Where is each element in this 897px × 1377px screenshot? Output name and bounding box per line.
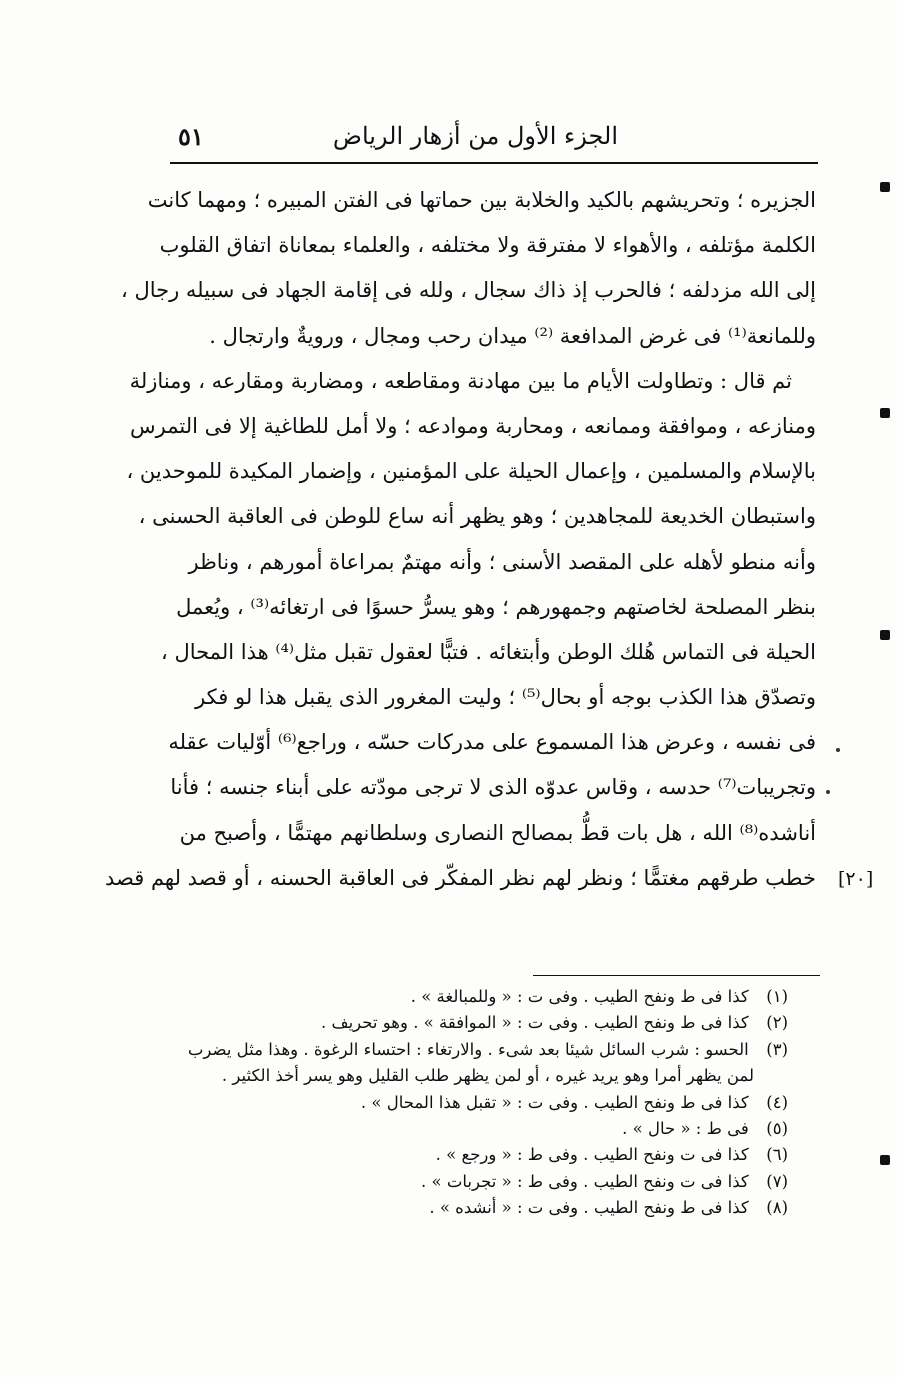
- footnote-continuation: [178, 1063, 788, 1089]
- ink-speck: [836, 748, 840, 752]
- body-line: ثم قال : وتطاولت الأيام ما بين مهادنة ومقاطعه ، ومضاربة ومقارعه ، ومنازلة: [129, 368, 792, 393]
- footnote: [178, 1010, 788, 1036]
- footnote-text: كذا فى ت ونفح الطيب . وفى ط : « تجربات » .: [421, 1171, 749, 1191]
- body-line: الكلمة مؤتلفه ، والأهواء لا مفترقة ولا مختلفه ، والعلماء بمعاناة اتفاق القلوب: [159, 233, 816, 258]
- footnote-number: (٥): [766, 1119, 788, 1139]
- body-line: وأنه منطو لأهله على المقصد الأسنى ؛ وأنه مهتمٌ بمراعاة أمورهم ، وناظر: [188, 549, 816, 574]
- footnote-text: كذا فى ت ونفح الطيب . وفى ط : « ورجع » .: [435, 1145, 749, 1165]
- footnote: [178, 1037, 788, 1063]
- footnote-number: (٨): [766, 1198, 788, 1218]
- footnote-text: كذا فى ط ونفح الطيب . وفى ت : « الموافقة » . وهو تحريف .: [321, 1013, 749, 1033]
- body-line: وللمانعة⁽¹⁾ فى غرض المدافعة ⁽²⁾ ميدان رحب ومجال ، ورويةٌ وارتجال .: [209, 323, 816, 348]
- footnote: [178, 1090, 788, 1116]
- body-line: واستبطان الخديعة للمجاهدين ؛ وهو يظهر أنه ساع للوطن فى العاقبة الحسنى ،: [138, 504, 816, 529]
- body-line: فى نفسه ، وعرض هذا المسموع على مدركات حسّه ، وراجع⁽⁶⁾ أوّليات عقله: [168, 730, 816, 755]
- margin-mark: [880, 630, 890, 640]
- body-line: بنظر المصلحة لخاصتهم وجمهورهم ؛ وهو يسرُّ حسوًا فى ارتغائه⁽³⁾ ، ويُعمل: [176, 594, 816, 619]
- footnote-text: فى ط : « حال » .: [622, 1119, 749, 1139]
- footnote-text: لمن يظهر أمرا وهو يريد غيره ، أو لمن يظهر طلب القليل وهو يسر أخذ الكثير .: [221, 1066, 754, 1086]
- body-line: إلى الله مزدلفه ؛ فالحرب إذ ذاك سجال ، ولله فى إقامة الجهاد فى سبيله رجال ،: [120, 278, 816, 303]
- footnote-rule: [533, 975, 820, 976]
- footnote: [178, 1142, 788, 1168]
- body-line: الحيلة فى التماس هُلك الوطن وأبتغائه . فتبًّا لعقول تقبل مثل⁽⁴⁾ هذا المحال ،: [161, 639, 816, 664]
- footnotes: [178, 984, 788, 1222]
- footnote-text: كذا فى ط ونفح الطيب . وفى ت : « أنشده » .: [429, 1198, 749, 1218]
- margin-mark: [880, 182, 890, 192]
- footnote-number: (٤): [766, 1092, 788, 1112]
- manuscript-page-reference: [٢٠]: [838, 868, 874, 890]
- footnote-number: (٧): [766, 1171, 788, 1191]
- body-text: [105, 178, 816, 901]
- body-line: بالإسلام والمسلمين ، وإعمال الحيلة على المؤمنين ، وإضمار المكيدة للموحدين ،: [126, 459, 816, 484]
- running-title: الجزء الأول من أزهار الرياض: [332, 122, 618, 150]
- body-line: وتصدّق هذا الكذب بوجه أو بحال⁽⁵⁾ ؛ وليت المغرور الذى يقبل هذا لو فكر: [195, 685, 816, 710]
- body-line: وتجريبات⁽⁷⁾ حدسه ، وقاس عدوّه الذى لا ترجى مودّته على أبناء جنسه ؛ فأنا: [170, 775, 816, 800]
- footnote-number: (٣): [766, 1039, 788, 1059]
- margin-mark: [880, 408, 890, 418]
- page-number: ٥١: [178, 122, 204, 151]
- margin-mark: [880, 1155, 890, 1165]
- body-line: ومنازعه ، وموافقة وممانعه ، ومحاربة وموادعه ؛ ولا أمل للطاغية إلا فى التمرس: [130, 413, 816, 438]
- footnote-number: (١): [766, 987, 788, 1006]
- footnote: [178, 1169, 788, 1195]
- footnote: [178, 1195, 788, 1221]
- running-head: [170, 118, 818, 162]
- ink-speck: [826, 790, 830, 794]
- footnote-text: الحسو : شرب السائل شيئا بعد شىء . والارتغاء : احتساء الرغوة . وهذا مثل يضرب: [187, 1039, 749, 1059]
- body-line: الجزيره ؛ وتحريشهم بالكيد والخلابة بين حماتها فى الفتن المبيره ؛ ومهما كانت: [147, 188, 816, 212]
- footnote-text: كذا فى ط ونفح الطيب . وفى ت : « تقبل هذا المحال » .: [360, 1092, 749, 1112]
- footnote-text: كذا فى ط ونفح الطيب . وفى ت : « وللمبالغة » .: [410, 987, 749, 1006]
- footnote-number: (٢): [766, 1013, 788, 1033]
- footnote-number: (٦): [766, 1145, 788, 1165]
- header-rule: [170, 162, 818, 164]
- footnote: [178, 984, 788, 1010]
- body-line: أناشده⁽⁸⁾ الله ، هل بات قطُّ بمصالح النصارى وسلطانهم مهتمًّا ، وأصبح من: [179, 820, 816, 845]
- footnote: [178, 1116, 788, 1142]
- body-line: خطب طرقهم مغتمًّا ؛ ونظر لهم نظر المفكّر فى العاقبة الحسنه ، أو قصد لهم قصد: [105, 865, 816, 890]
